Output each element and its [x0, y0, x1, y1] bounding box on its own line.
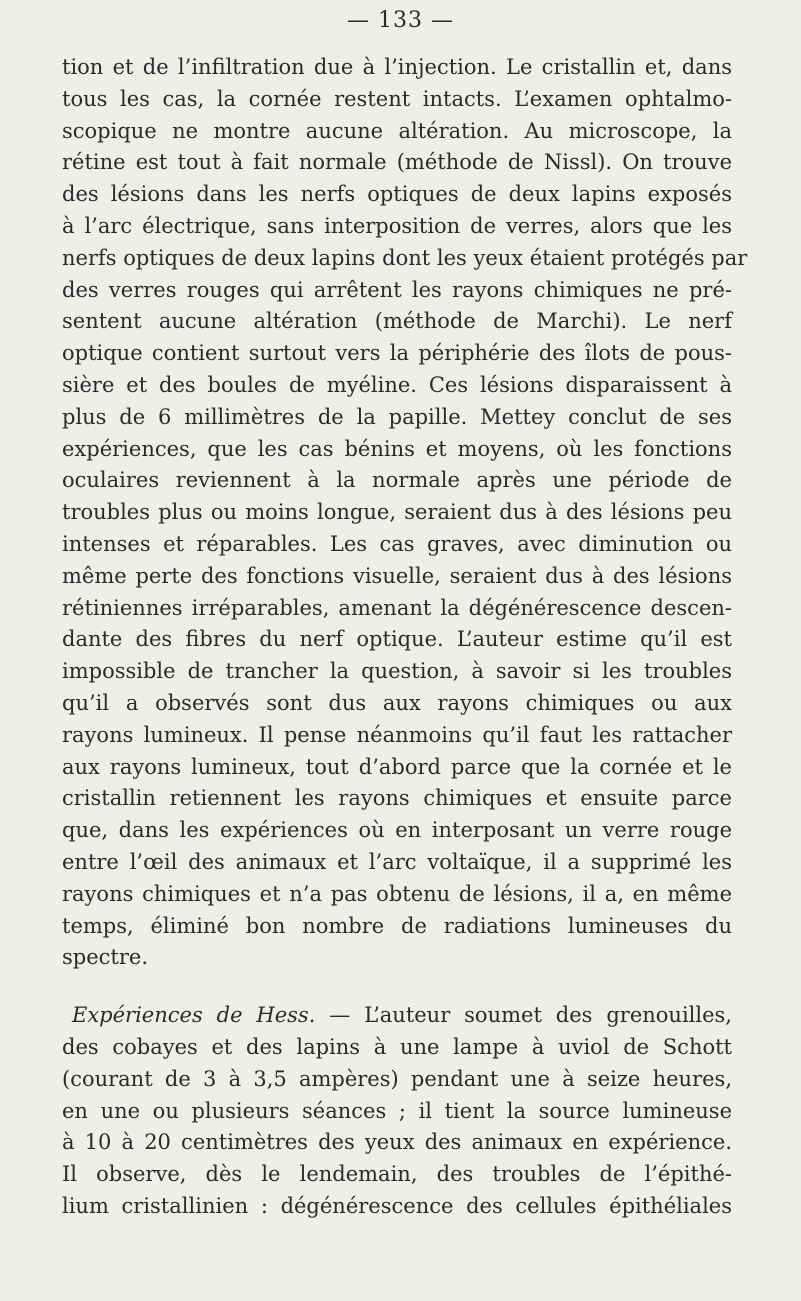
paragraph-line: des lésions dans les nerfs optiques de deux lapins exposés [62, 182, 732, 207]
paragraph-line: dante des fibres du nerf optique. L’auteur estime qu’il est [62, 627, 732, 652]
paragraph-line: nerfs optiques de deux lapins dont les yeux étaient protégés par [62, 245, 748, 270]
paragraph-line: scopique ne montre aucune altération. Au microscope, la [62, 118, 732, 143]
paragraph-line: rétiniennes irréparables, amenant la dégénérescence descen- [62, 595, 732, 620]
paragraph-gap [62, 974, 732, 1000]
paragraph-line: cristallin retiennent les rayons chimiques et ensuite parce [62, 786, 732, 811]
paragraph-line: rétine est tout à fait normale (méthode de Nissl). On trouve [62, 150, 732, 175]
paragraph-line: à l’arc électrique, sans interposition de verres, alors que les [62, 213, 732, 238]
paragraph-line: optique contient surtout vers la périphérie des îlots de pous- [62, 341, 732, 366]
paragraph-line: plus de 6 millimètres de la papille. Mettey conclut de ses [62, 404, 732, 429]
page-number: — 133 — [347, 8, 454, 33]
paragraph-line: que, dans les expériences où en interposant un verre rouge [62, 818, 732, 843]
paragraph-line: aux rayons lumineux, tout d’abord parce que la cornée et le [62, 754, 732, 779]
paragraph-line: tous les cas, la cornée restent intacts. L’examen ophtalmo- [62, 86, 732, 111]
paragraph-line: même perte des fonctions visuelle, seraient dus à des lésions [62, 563, 732, 588]
paragraph-line: rayons chimiques et n’a pas obtenu de lésions, il a, en même [62, 881, 732, 906]
section-heading: Expériences de Hess. [72, 1003, 316, 1028]
paragraph-mettey [62, 52, 748, 974]
paragraph-line: qu’il a observés sont dus aux rayons chimiques ou aux [62, 690, 732, 715]
paragraph-line: troubles plus ou moins longue, seraient dus à des lésions peu [62, 500, 732, 525]
paragraph-line: spectre. [62, 945, 148, 970]
paragraph-line: rayons lumineux. Il pense néanmoins qu’il faut les rattacher [62, 722, 732, 747]
paragraph-line [62, 1000, 732, 1032]
paragraph-line: à 10 à 20 centimètres des yeux des animaux en expérience. [62, 1130, 732, 1155]
paragraph-line: tion et de l’infiltration due à l’injection. Le cristallin et, dans [62, 55, 732, 79]
paragraph-line: oculaires reviennent à la normale après une période de [62, 468, 732, 493]
paragraph-line: des verres rouges qui arrêtent les rayons chimiques ne pré- [62, 277, 732, 302]
paragraph-line: intenses et réparables. Les cas graves, avec diminution ou [62, 531, 732, 556]
paragraph-line: en une ou plusieurs séances ; il tient la source lumineuse [62, 1098, 732, 1123]
paragraph-hess [62, 1000, 732, 1223]
page-body [62, 52, 748, 1223]
paragraph-line: (courant de 3 à 3,5 ampères) pendant une à seize heures, [62, 1066, 732, 1091]
paragraph-line: Il observe, dès le lendemain, des troubles de l’épithé- [62, 1162, 732, 1187]
paragraph-line: lium cristallinien : dégénérescence des cellules épithéliales [62, 1193, 732, 1218]
paragraph-line: expériences, que les cas bénins et moyens, où les fonctions [62, 436, 732, 461]
paragraph-line: temps, éliminé bon nombre de radiations lumineuses du [62, 913, 732, 938]
paragraph-line: entre l’œil des animaux et l’arc voltaïque, il a supprimé les [62, 849, 732, 874]
heading-line-rest: — L’auteur soumet des grenouilles, [315, 1003, 732, 1028]
paragraph-line: sière et des boules de myéline. Ces lésions disparaissent à [62, 372, 732, 397]
paragraph-line: impossible de trancher la question, à savoir si les troubles [62, 659, 732, 684]
paragraph-line: des cobayes et des lapins à une lampe à uviol de Schott [62, 1034, 732, 1059]
paragraph-line: sentent aucune altération (méthode de Marchi). Le nerf [62, 309, 732, 334]
